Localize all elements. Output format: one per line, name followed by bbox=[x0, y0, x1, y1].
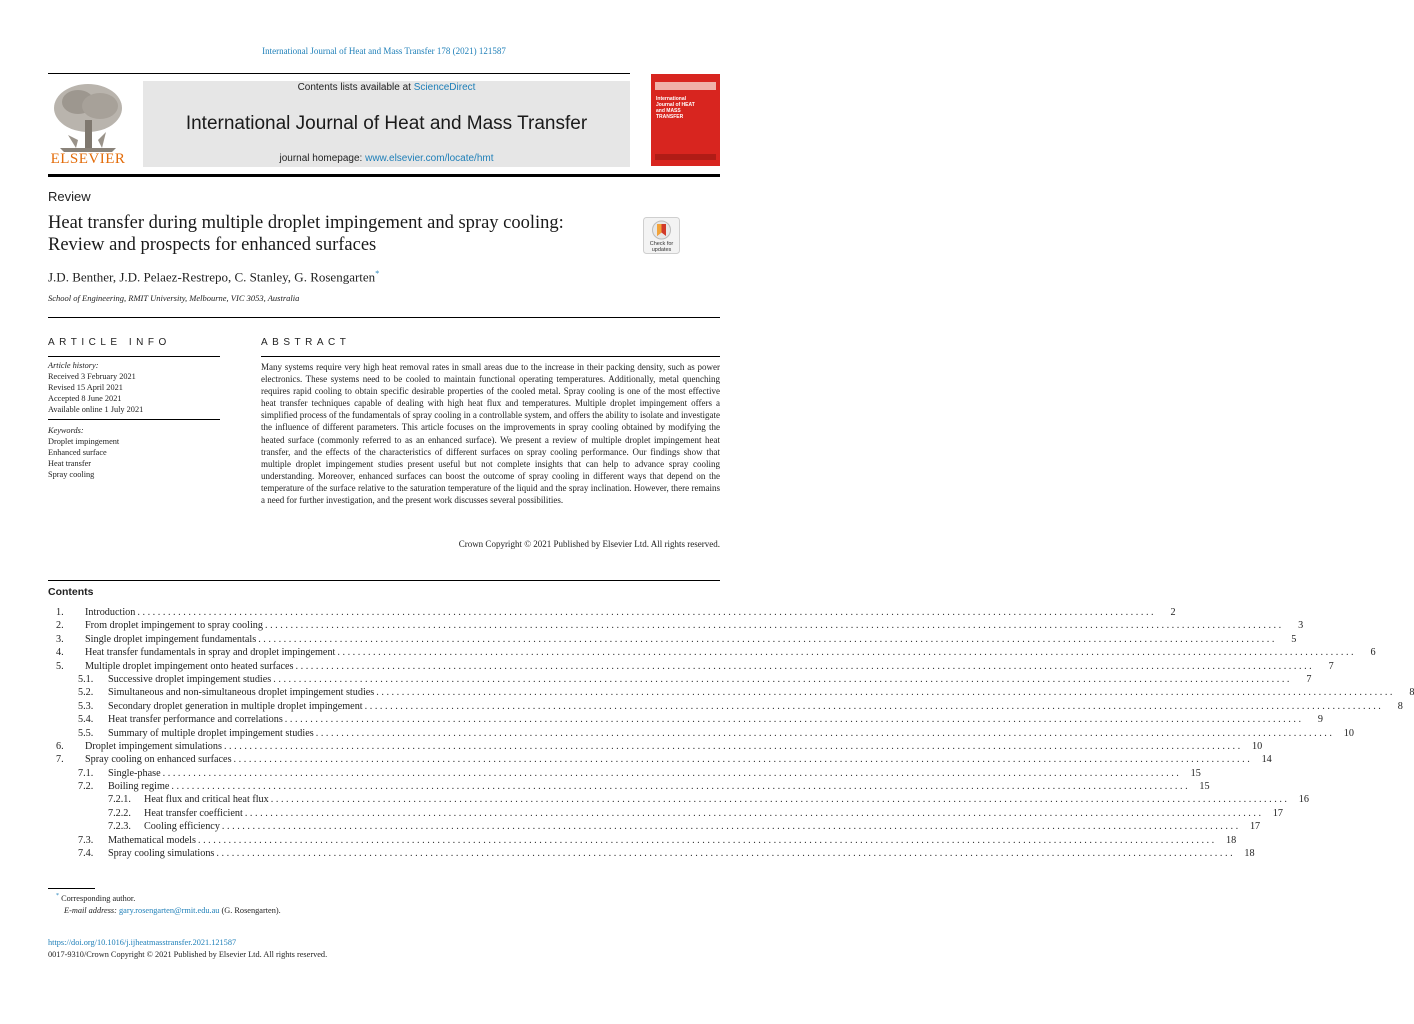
toc-entry-title: Heat transfer coefficient bbox=[144, 807, 243, 819]
title-line-2: Review and prospects for enhanced surfaces bbox=[48, 235, 377, 255]
footnote-corresponding: * Corresponding author. bbox=[56, 893, 136, 903]
toc-entry-number: 7.2. bbox=[78, 781, 94, 793]
toc-leader-dots: . . . . . . . . . . . . . . . . . . . . . . . . . . . . . . . . . . . . . . . . . . . . . . . . . . . . . . . . . . . . . . . . . . . . . . . . . . . . . . . . . . . . . . . . . . . . . . . . . . . . . . . . . . . . . . . . . . . . . . . . . . . . . . . . . . . . . . . . . . . . . . . . . . . . . . . . . . . . . . . . . . . . . . . . . . . . . . . . . . . . . . . . . . . . . . . . . . . . . . . . bbox=[233, 754, 1250, 766]
footnote-email: E-mail address: gary.rosengarten@rmit.edu.au (G. Rosengarten). bbox=[64, 906, 281, 915]
toc-entry[interactable] bbox=[48, 793, 1309, 806]
history-online: Available online 1 July 2021 bbox=[48, 405, 144, 414]
toc-entry-page: 17 bbox=[1249, 821, 1261, 833]
corresponding-author-mark[interactable]: * bbox=[375, 269, 380, 278]
toc-entry-title: Heat transfer fundamentals in spray and droplet impingement bbox=[85, 647, 336, 659]
affiliation: School of Engineering, RMIT University, Melbourne, VIC 3053, Australia bbox=[48, 293, 300, 303]
header-rule bbox=[48, 73, 630, 74]
toc-leader-dots: . . . . . . . . . . . . . . . . . . . . . . . . . . . . . . . . . . . . . . . . . . . . . . . . . . . . . . . . . . . . . . . . . . . . . . . . . . . . . . . . . . . . . . . . . . . . . . . . . . . . . . . . . . . . . . . . . . . . . . . . . . . . . . . . . . . . . . . . . . . . . . . . . . . . . . . . . . . . . . . . . . . . . . . . . . . . . . . . . . . . . . . . . . . . . . . . . . . . . . . . bbox=[223, 740, 1241, 752]
toc-leader-dots: . . . . . . . . . . . . . . . . . . . . . . . . . . . . . . . . . . . . . . . . . . . . . . . . . . . . . . . . . . . . . . . . . . . . . . . . . . . . . . . . . . . . . . . . . . . . . . . . . . . . . . . . . . . . . . . . . . . . . . . . . . . . . . . . . . . . . . . . . . . . . . . . . . . . . . . . . . . . . . . . . . . . . . . . . . . . . . . . . . . . . . . . . . . . . . . . . . . . . . . . bbox=[244, 807, 1262, 819]
keywords-label: Keywords: bbox=[48, 426, 84, 435]
toc-leader-dots: . . . . . . . . . . . . . . . . . . . . . . . . . . . . . . . . . . . . . . . . . . . . . . . . . . . . . . . . . . . . . . . . . . . . . . . . . . . . . . . . . . . . . . . . . . . . . . . . . . . . . . . . . . . . . . . . . . . . . . . . . . . . . . . . . . . . . . . . . . . . . . . . . . . . . . . . . . . . . . . . . . . . . . . . . . . . . . . . . . . . . . . . . . . . . . . . . . . . . . . . bbox=[221, 821, 1239, 833]
toc-entry-page: 8 bbox=[1409, 687, 1414, 699]
toc-entry-page: 5 bbox=[1291, 633, 1297, 645]
toc-leader-dots: . . . . . . . . . . . . . . . . . . . . . . . . . . . . . . . . . . . . . . . . . . . . . . . . . . . . . . . . . . . . . . . . . . . . . . . . . . . . . . . . . . . . . . . . . . . . . . . . . . . . . . . . . . . . . . . . . . . . . . . . . . . . . . . . . . . . . . . . . . . . . . . . . . . . . . . . . . . . . . . . . . . . . . . . . . . . . . . . . . . . . . . . . . . . . . . . . . . . . . . . bbox=[216, 848, 1233, 860]
toc-entry-page: 7 bbox=[1328, 660, 1334, 672]
toc-entry[interactable] bbox=[48, 753, 1272, 766]
toc-entry-page: 10 bbox=[1343, 727, 1354, 739]
toc-entry-page: 16 bbox=[1298, 794, 1309, 806]
article-title bbox=[48, 212, 648, 256]
abstract-rule bbox=[261, 356, 720, 357]
keyword-item: Enhanced surface bbox=[48, 448, 107, 457]
toc-entry-number: 7.2.3. bbox=[108, 821, 131, 833]
toc-entry-number: 2. bbox=[56, 620, 64, 632]
toc-entry-number: 7.1. bbox=[78, 767, 94, 779]
toc-leader-dots: . . . . . . . . . . . . . . . . . . . . . . . . . . . . . . . . . . . . . . . . . . . . . . . . . . . . . . . . . . . . . . . . . . . . . . . . . . . . . . . . . . . . . . . . . . . . . . . . . . . . . . . . . . . . . . . . . . . . . . . . . . . . . . . . . . . . . . . . . . . . . . . . . . . . . . . . . . . . . . . . . . . . . . . . . . . . . . . . . . . . . . . . . . . . . . . . . . . . . . . . bbox=[258, 633, 1275, 645]
article-info-heading: ARTICLE INFO bbox=[48, 337, 171, 348]
history-accepted: Accepted 8 June 2021 bbox=[48, 394, 122, 403]
toc-entry[interactable] bbox=[48, 820, 1261, 833]
history-received: Received 3 February 2021 bbox=[48, 372, 136, 381]
toc-entry-title: Heat transfer performance and correlations bbox=[108, 714, 283, 726]
toc-entry-page: 6 bbox=[1370, 647, 1376, 659]
history-revised: Revised 15 April 2021 bbox=[48, 383, 123, 392]
contents-rule bbox=[48, 580, 720, 581]
toc-entry[interactable] bbox=[48, 633, 1297, 646]
toc-entry-page: 9 bbox=[1317, 714, 1323, 726]
toc-entry[interactable] bbox=[48, 686, 1414, 699]
issn-copyright-line: 0017-9310/Crown Copyright © 2021 Published by Elsevier Ltd. All rights reserved. bbox=[48, 950, 328, 959]
journal-homepage-line: journal homepage: www.elsevier.com/locate/hmt bbox=[279, 153, 494, 164]
abstract-copyright: Crown Copyright © 2021 Published by Elsevier Ltd. All rights reserved. bbox=[458, 539, 720, 549]
toc-entry-title: Introduction bbox=[85, 607, 136, 618]
toc-entry-number: 5.4. bbox=[78, 714, 94, 726]
toc-leader-dots: . . . . . . . . . . . . . . . . . . . . . . . . . . . . . . . . . . . . . . . . . . . . . . . . . . . . . . . . . . . . . . . . . . . . . . . . . . . . . . . . . . . . . . . . . . . . . . . . . . . . . . . . . . . . . . . . . . . . . . . . . . . . . . . . . . . . . . . . . . . . . . . . . . . . . . . . . . . . . . . . . . . . . . . . . . . . . . . . . . . . . . . . . . . . . . . . . . . . . . . . bbox=[197, 834, 1215, 846]
toc-entry-number: 5.5. bbox=[78, 727, 94, 739]
toc-entry-page: 2 bbox=[1170, 607, 1176, 618]
toc-entry-number: 7. bbox=[56, 754, 64, 766]
keyword-item: Droplet impingement bbox=[48, 437, 120, 446]
cover-title: International Journal of HEAT and MASS TRANSFER bbox=[656, 96, 695, 120]
toc-entry-title: Simultaneous and non-simultaneous droplet impingement studies bbox=[108, 687, 375, 699]
check-for-updates-button[interactable] bbox=[643, 217, 680, 254]
article-history bbox=[48, 360, 143, 415]
elsevier-logo[interactable] bbox=[48, 80, 128, 168]
authors: J.D. Benther, J.D. Pelaez-Restrepo, C. Stanley, G. Rosengarten* bbox=[48, 269, 380, 285]
doi-link[interactable]: https://doi.org/10.1016/j.ijheatmasstransfer.2021.121587 bbox=[48, 938, 237, 947]
toc-leader-dots: . . . . . . . . . . . . . . . . . . . . . . . . . . . . . . . . . . . . . . . . . . . . . . . . . . . . . . . . . . . . . . . . . . . . . . . . . . . . . . . . . . . . . . . . . . . . . . . . . . . . . . . . . . . . . . . . . . . . . . . . . . . . . . . . . . . . . . . . . . . . . . . . . . . . . . . . . . . . . . . . . . . . . . . . . . . . . . . . . . . . . . . . . . . . . . . . . . . . . . . . bbox=[137, 607, 1154, 618]
journal-homepage-link[interactable]: www.elsevier.com/locate/hmt bbox=[365, 153, 494, 164]
toc-entry-number: 1. bbox=[56, 607, 64, 618]
toc-entry-number: 3. bbox=[56, 633, 64, 645]
toc-entry[interactable] bbox=[48, 646, 1376, 659]
toc-entry[interactable] bbox=[48, 713, 1323, 726]
toc-entry[interactable] bbox=[48, 740, 1263, 753]
email-link[interactable]: gary.rosengarten@rmit.edu.au bbox=[119, 906, 220, 915]
toc-entry-title: Multiple droplet impingement onto heated surfaces bbox=[85, 660, 294, 672]
toc-entry-number: 5.3. bbox=[78, 700, 94, 712]
toc-entry-page: 15 bbox=[1199, 781, 1210, 793]
abstract-text: Many systems require very high heat removal rates in small areas due to the increase in their packing density, such as power electronics. These systems need to be cooled to maintain functional operating temperatures. Additionally, metal quenching requires rapid cooling to obtain specific desirable properties of the cooled metal. Spray cooling is one of the most effective heat transfer techniques capable of dealing with high heat flux and temperatures. Multiple droplet impingement offers a simplified process of the fundamentals of spray cooling in a controllable system, and offers the ability to isolate and investigate the influence of different parameters. This article focuses on the improvements in spray cooling obtained by modifying the heated surface (commonly referred to as an enhanced surface). We present a review of multiple droplet impingement heat transfer, and the effects of the characteristics of different surfaces on spray cooling performance. Our findings show that multiple droplet impingement studies present useful but not complete insights that can help to advance spray cooling understanding. Moreover, enhanced surfaces can boost the outcome of spray cooling in different ways that depend on the temperature of the surface relative to the saturation temperature of the liquid and the spray inclination. However, there remains a need for further investigation, and the present work discusses several possibilities. bbox=[261, 362, 720, 506]
toc-entry-page: 8 bbox=[1397, 700, 1403, 712]
contents-heading: Contents bbox=[48, 586, 94, 598]
toc-entry-title: Heat flux and critical heat flux bbox=[144, 794, 269, 806]
toc-leader-dots: . . . . . . . . . . . . . . . . . . . . . . . . . . . . . . . . . . . . . . . . . . . . . . . . . . . . . . . . . . . . . . . . . . . . . . . . . . . . . . . . . . . . . . . . . . . . . . . . . . . . . . . . . . . . . . . . . . . . . . . . . . . . . . . . . . . . . . . . . . . . . . . . . . . . . . . . . . . . . . . . . . . . . . . . . . . . . . . . . . . . . . . . . . . . . . . . . . . . . . . . bbox=[264, 620, 1282, 632]
check-for-updates-label: Check for updates bbox=[649, 241, 674, 253]
toc-entry-title: Summary of multiple droplet impingement studies bbox=[108, 727, 314, 739]
toc-entry-page: 17 bbox=[1272, 807, 1284, 819]
toc-entry-number: 4. bbox=[56, 647, 64, 659]
toc-entry-page: 18 bbox=[1226, 834, 1237, 846]
toc-entry-title: Mathematical models bbox=[108, 834, 196, 846]
contents-available-line: Contents lists available at ScienceDirect bbox=[297, 82, 476, 93]
toc-leader-dots: . . . . . . . . . . . . . . . . . . . . . . . . . . . . . . . . . . . . . . . . . . . . . . . . . . . . . . . . . . . . . . . . . . . . . . . . . . . . . . . . . . . . . . . . . . . . . . . . . . . . . . . . . . . . . . . . . . . . . . . . . . . . . . . . . . . . . . . . . . . . . . . . . . . . . . . . . . . . . . . . . . . . . . . . . . . . . . . . . . . . . . . . . . . . . . . . . . . . . . . . bbox=[376, 687, 1393, 699]
toc-leader-dots: . . . . . . . . . . . . . . . . . . . . . . . . . . . . . . . . . . . . . . . . . . . . . . . . . . . . . . . . . . . . . . . . . . . . . . . . . . . . . . . . . . . . . . . . . . . . . . . . . . . . . . . . . . . . . . . . . . . . . . . . . . . . . . . . . . . . . . . . . . . . . . . . . . . . . . . . . . . . . . . . . . . . . . . . . . . . . . . . . . . . . . . . . . . . . . . . . . . . . . . . bbox=[273, 673, 1290, 685]
toc-entry-title: Successive droplet impingement studies bbox=[108, 673, 272, 685]
toc-entry[interactable] bbox=[48, 780, 1210, 793]
toc-entry-number: 5. bbox=[56, 660, 64, 672]
journal-title: International Journal of Heat and Mass Transfer bbox=[185, 113, 588, 134]
toc-entry-title: Cooling efficiency bbox=[144, 821, 220, 833]
toc-entry[interactable] bbox=[48, 727, 1354, 740]
elsevier-wordmark: ELSEVIER bbox=[50, 151, 126, 167]
toc-entry[interactable] bbox=[48, 767, 1201, 780]
toc-entry-title: Single droplet impingement fundamentals bbox=[85, 633, 257, 645]
toc-entry-page: 14 bbox=[1261, 754, 1272, 766]
toc-entry-title: From droplet impingement to spray cooling bbox=[85, 620, 263, 632]
toc-leader-dots: . . . . . . . . . . . . . . . . . . . . . . . . . . . . . . . . . . . . . . . . . . . . . . . . . . . . . . . . . . . . . . . . . . . . . . . . . . . . . . . . . . . . . . . . . . . . . . . . . . . . . . . . . . . . . . . . . . . . . . . . . . . . . . . . . . . . . . . . . . . . . . . . . . . . . . . . . . . . . . . . . . . . . . . . . . . . . . . . . . . . . . . . . . . . . . . . . . . . . . . . bbox=[270, 794, 1287, 806]
table-of-contents bbox=[48, 606, 1414, 860]
masthead-rule bbox=[48, 174, 720, 177]
toc-entry[interactable] bbox=[48, 673, 1312, 686]
journal-masthead bbox=[143, 81, 630, 167]
toc-entry-number: 6. bbox=[56, 740, 64, 752]
toc-leader-dots: . . . . . . . . . . . . . . . . . . . . . . . . . . . . . . . . . . . . . . . . . . . . . . . . . . . . . . . . . . . . . . . . . . . . . . . . . . . . . . . . . . . . . . . . . . . . . . . . . . . . . . . . . . . . . . . . . . . . . . . . . . . . . . . . . . . . . . . . . . . . . . . . . . . . . . . . . . . . . . . . . . . . . . . . . . . . . . . . . . . . . . . . . . . . . . . . . . . . . . . . bbox=[315, 727, 1332, 739]
toc-entry-page: 7 bbox=[1306, 673, 1312, 685]
toc-leader-dots: . . . . . . . . . . . . . . . . . . . . . . . . . . . . . . . . . . . . . . . . . . . . . . . . . . . . . . . . . . . . . . . . . . . . . . . . . . . . . . . . . . . . . . . . . . . . . . . . . . . . . . . . . . . . . . . . . . . . . . . . . . . . . . . . . . . . . . . . . . . . . . . . . . . . . . . . . . . . . . . . . . . . . . . . . . . . . . . . . . . . . . . . . . . . . . . . . . . . . . . . bbox=[162, 767, 1179, 779]
toc-entry-title: Droplet impingement simulations bbox=[85, 740, 222, 752]
abstract-heading: ABSTRACT bbox=[261, 337, 351, 348]
toc-entry[interactable] bbox=[48, 606, 1176, 619]
toc-entry-page: 3 bbox=[1298, 620, 1304, 632]
toc-leader-dots: . . . . . . . . . . . . . . . . . . . . . . . . . . . . . . . . . . . . . . . . . . . . . . . . . . . . . . . . . . . . . . . . . . . . . . . . . . . . . . . . . . . . . . . . . . . . . . . . . . . . . . . . . . . . . . . . . . . . . . . . . . . . . . . . . . . . . . . . . . . . . . . . . . . . . . . . . . . . . . . . . . . . . . . . . . . . . . . . . . . . . . . . . . . . . . . . . . . . . . . . bbox=[337, 647, 1354, 659]
keywords-rule bbox=[48, 419, 220, 420]
footnote-mark: * bbox=[56, 893, 59, 899]
toc-entry-number: 7.4. bbox=[78, 848, 94, 860]
toc-entry-title: Spray cooling on enhanced surfaces bbox=[85, 754, 232, 766]
sciencedirect-link[interactable]: ScienceDirect bbox=[413, 82, 476, 93]
toc-entry[interactable] bbox=[48, 847, 1255, 860]
toc-leader-dots: . . . . . . . . . . . . . . . . . . . . . . . . . . . . . . . . . . . . . . . . . . . . . . . . . . . . . . . . . . . . . . . . . . . . . . . . . . . . . . . . . . . . . . . . . . . . . . . . . . . . . . . . . . . . . . . . . . . . . . . . . . . . . . . . . . . . . . . . . . . . . . . . . . . . . . . . . . . . . . . . . . . . . . . . . . . . . . . . . . . . . . . . . . . . . . . . . . . . . . . . bbox=[364, 700, 1381, 712]
toc-entry[interactable] bbox=[48, 619, 1304, 632]
toc-leader-dots: . . . . . . . . . . . . . . . . . . . . . . . . . . . . . . . . . . . . . . . . . . . . . . . . . . . . . . . . . . . . . . . . . . . . . . . . . . . . . . . . . . . . . . . . . . . . . . . . . . . . . . . . . . . . . . . . . . . . . . . . . . . . . . . . . . . . . . . . . . . . . . . . . . . . . . . . . . . . . . . . . . . . . . . . . . . . . . . . . . . . . . . . . . . . . . . . . . . . . . . . bbox=[295, 660, 1312, 672]
toc-entry-title: Secondary droplet generation in multiple droplet impingement bbox=[108, 700, 363, 712]
toc-leader-dots: . . . . . . . . . . . . . . . . . . . . . . . . . . . . . . . . . . . . . . . . . . . . . . . . . . . . . . . . . . . . . . . . . . . . . . . . . . . . . . . . . . . . . . . . . . . . . . . . . . . . . . . . . . . . . . . . . . . . . . . . . . . . . . . . . . . . . . . . . . . . . . . . . . . . . . . . . . . . . . . . . . . . . . . . . . . . . . . . . . . . . . . . . . . . . . . . . . . . . . . . bbox=[171, 781, 1188, 793]
toc-entry[interactable] bbox=[48, 700, 1403, 713]
toc-entry-title: Single-phase bbox=[108, 767, 161, 779]
toc-entry[interactable] bbox=[48, 834, 1237, 847]
toc-entry-title: Spray cooling simulations bbox=[108, 848, 215, 860]
toc-entry-number: 7.2.2. bbox=[108, 807, 131, 819]
article-type: Review bbox=[48, 189, 91, 204]
footnote-rule bbox=[48, 888, 95, 889]
journal-cover-image[interactable] bbox=[651, 74, 720, 166]
toc-entry-title: Boiling regime bbox=[108, 781, 170, 793]
toc-entry-page: 10 bbox=[1251, 740, 1263, 752]
keyword-item: Spray cooling bbox=[48, 470, 95, 479]
article-info-rule bbox=[48, 356, 220, 357]
section-rule bbox=[48, 317, 720, 318]
toc-entry-page: 18 bbox=[1244, 848, 1255, 860]
toc-leader-dots: . . . . . . . . . . . . . . . . . . . . . . . . . . . . . . . . . . . . . . . . . . . . . . . . . . . . . . . . . . . . . . . . . . . . . . . . . . . . . . . . . . . . . . . . . . . . . . . . . . . . . . . . . . . . . . . . . . . . . . . . . . . . . . . . . . . . . . . . . . . . . . . . . . . . . . . . . . . . . . . . . . . . . . . . . . . . . . . . . . . . . . . . . . . . . . . . . . . . . . . . bbox=[284, 714, 1301, 726]
toc-entry[interactable] bbox=[48, 660, 1334, 673]
toc-entry-number: 5.2. bbox=[78, 687, 94, 699]
journal-reference-link[interactable]: International Journal of Heat and Mass Transfer 178 (2021) 121587 bbox=[262, 46, 506, 56]
title-line-1: Heat transfer during multiple droplet impingement and spray cooling: bbox=[48, 213, 564, 233]
toc-entry-number: 7.3. bbox=[78, 834, 94, 846]
keyword-item: Heat transfer bbox=[48, 459, 92, 468]
keywords bbox=[48, 425, 119, 480]
toc-entry-number: 7.2.1. bbox=[108, 794, 131, 806]
toc-entry-page: 15 bbox=[1190, 767, 1201, 779]
toc-entry[interactable] bbox=[48, 807, 1284, 820]
history-label: Article history: bbox=[48, 361, 99, 370]
toc-entry-number: 5.1. bbox=[78, 673, 94, 685]
